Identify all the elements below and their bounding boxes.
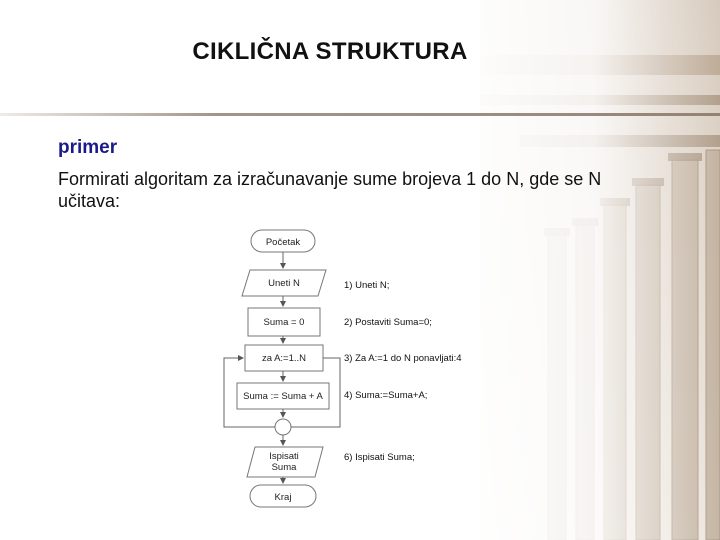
flow-input-label: Uneti N (268, 278, 300, 289)
flow-output-label-line1: Ispisati (269, 451, 299, 462)
flow-output-label-line2: Suma (271, 462, 297, 473)
flow-connector (275, 419, 291, 435)
slide-subtitle: primer (58, 137, 118, 158)
flow-start-label: Početak (265, 237, 301, 248)
step-2: 2) Postaviti Suma=0; (344, 317, 432, 328)
slide-title: CIKLIČNA STRUKTURA (192, 38, 468, 65)
flow-loop-label: za A:=1..N (261, 353, 307, 364)
step-6: 6) Ispisati Suma; (344, 452, 415, 463)
slide-body-text: Formirati algoritam za izračunavanje sume brojeva 1 do N, gde se N učitava: (58, 169, 602, 211)
step-3: 3) Za A:=1 do N ponavljati:4 (344, 353, 462, 364)
step-1: 1) Uneti N; (344, 280, 390, 291)
step-4: 4) Suma:=Suma+A; (344, 390, 428, 401)
flow-body-label: Suma := Suma + A (243, 391, 323, 402)
flow-init-label: Suma = 0 (263, 317, 305, 328)
flow-end-label: Kraj (274, 492, 292, 503)
